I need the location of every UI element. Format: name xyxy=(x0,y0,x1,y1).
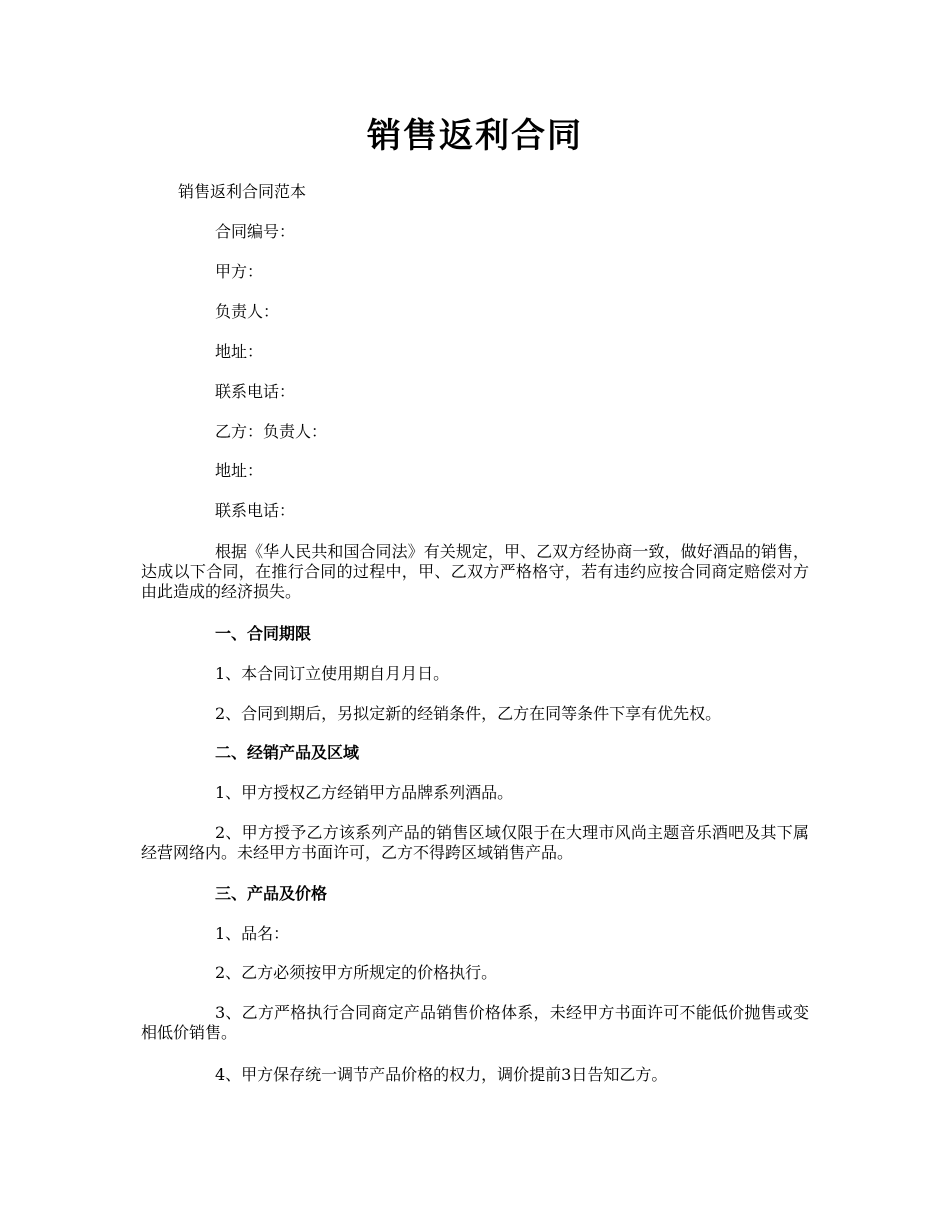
section-price-item-3: 3、乙方严格执行合同商定产品销售价格体系，未经甲方书面许可不能低价抛售或变相低价销售。 xyxy=(141,1003,809,1042)
field-party-b-address: 地址： xyxy=(215,461,264,480)
field-party-b: 乙方：负责人： xyxy=(215,422,328,441)
section-heading-price: 三、产品及价格 xyxy=(215,884,328,903)
section-products-item-1: 1、甲方授权乙方经销甲方品牌系列酒品。 xyxy=(215,783,514,802)
field-party-a-principal: 负责人： xyxy=(215,302,280,321)
document-title: 销售返利合同 xyxy=(367,116,583,156)
intro-paragraph: 根据《华人民共和国合同法》有关规定，甲、乙双方经协商一致，做好酒品的销售，达成以下合同，在推行合同的过程中，甲、乙双方严格格守，若有违约应按合同商定赔偿对方由此造成的经济损失。 xyxy=(141,542,809,601)
document-subtitle: 销售返利合同范本 xyxy=(178,182,307,201)
section-term-item-1: 1、本合同订立使用期自月月日。 xyxy=(215,664,450,683)
field-party-a-phone: 联系电话： xyxy=(215,382,296,401)
field-party-a: 甲方： xyxy=(215,262,264,281)
section-price-item-2: 2、乙方必须按甲方所规定的价格执行。 xyxy=(215,963,498,982)
section-heading-products-region: 二、经销产品及区域 xyxy=(215,743,360,762)
field-contract-no: 合同编号： xyxy=(215,222,296,241)
section-price-item-4: 4、甲方保存统一调节产品价格的权力，调价提前3日告知乙方。 xyxy=(215,1065,668,1084)
section-price-item-1: 1、品名： xyxy=(215,924,290,943)
field-party-a-address: 地址： xyxy=(215,342,264,361)
section-products-item-2: 2、甲方授予乙方该系列产品的销售区域仅限于在大理市风尚主题音乐酒吧及其下属经营网络内。未经甲方书面许可，乙方不得跨区域销售产品。 xyxy=(141,823,809,862)
section-term-item-2: 2、合同到期后，另拟定新的经销条件，乙方在同等条件下享有优先权。 xyxy=(215,704,722,723)
section-heading-term: 一、合同期限 xyxy=(215,624,312,643)
field-party-b-phone: 联系电话： xyxy=(215,501,296,520)
